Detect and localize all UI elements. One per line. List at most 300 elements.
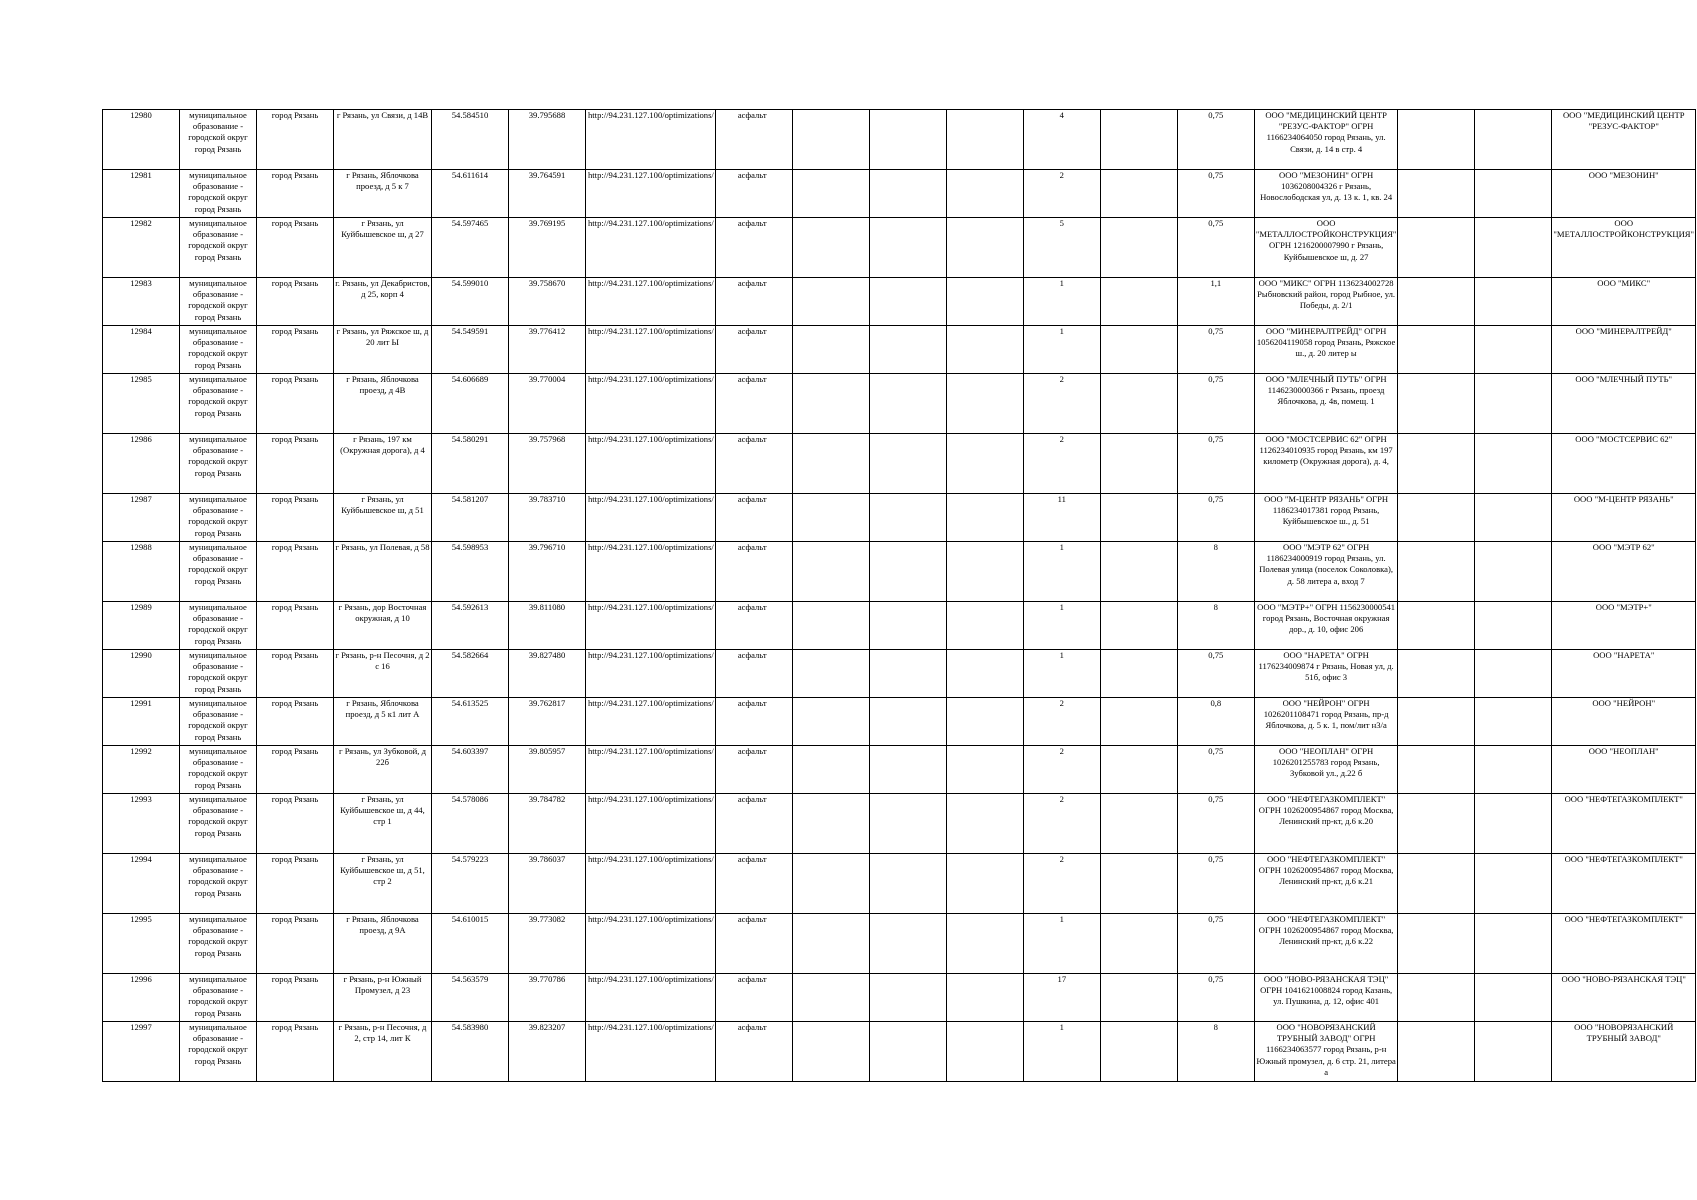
- table-row: [103, 326, 1696, 374]
- cell-address: г Рязань, ул Полевая, д 58: [334, 542, 432, 602]
- cell-container-count: 5: [1023, 218, 1100, 278]
- cell-container-volume: 0,8: [1177, 698, 1254, 746]
- cell-address: г Рязань, ул Куйбышевское ш, д 27: [334, 218, 432, 278]
- cell-municipality: муниципальное образование - городской округ город Рязань: [180, 794, 257, 854]
- cell-container-count: 2: [1023, 698, 1100, 746]
- cell-latitude: 54.584510: [432, 110, 509, 170]
- cell-id: 12990: [103, 650, 180, 698]
- cell-empty: [1398, 854, 1475, 914]
- cell-url: http://94.231.127.100/optimizations/: [586, 914, 716, 974]
- cell-url: http://94.231.127.100/optimizations/: [586, 374, 716, 434]
- cell-owner: ООО "НЕЙРОН" ОГРН 1026201108471 город Рязань, пр-д Яблочкова, д. 5 к. 1, пом/лит н3/а: [1254, 698, 1398, 746]
- cell-url: http://94.231.127.100/optimizations/: [586, 542, 716, 602]
- cell-url: http://94.231.127.100/optimizations/: [586, 854, 716, 914]
- cell-address: г Рязань, р-н Южный Промузел, д 23: [334, 974, 432, 1022]
- cell-empty: [1475, 434, 1552, 494]
- cell-id: 12985: [103, 374, 180, 434]
- cell-id: 12996: [103, 974, 180, 1022]
- cell-container-count: 17: [1023, 974, 1100, 1022]
- cell-empty: [869, 698, 946, 746]
- cell-container-count: 2: [1023, 746, 1100, 794]
- cell-longitude: 39.786037: [509, 854, 586, 914]
- cell-surface: асфальт: [715, 1022, 792, 1082]
- cell-empty: [869, 746, 946, 794]
- cell-empty: [1398, 794, 1475, 854]
- cell-empty: [1475, 974, 1552, 1022]
- cell-surface: асфальт: [715, 974, 792, 1022]
- cell-longitude: 39.784782: [509, 794, 586, 854]
- cell-owner: ООО "М-ЦЕНТР РЯЗАНЬ" ОГРН 1186234017381 город Рязань, Куйбышевское ш., д. 51: [1254, 494, 1398, 542]
- cell-empty: [1475, 278, 1552, 326]
- cell-id: 12997: [103, 1022, 180, 1082]
- cell-municipality: муниципальное образование - городской округ город Рязань: [180, 974, 257, 1022]
- cell-container-volume: 0,75: [1177, 494, 1254, 542]
- cell-empty: [946, 1022, 1023, 1082]
- cell-address: г Рязань, Яблочкова проезд, д 4В: [334, 374, 432, 434]
- cell-empty: [1100, 494, 1177, 542]
- cell-settlement: город Рязань: [257, 542, 334, 602]
- cell-url: http://94.231.127.100/optimizations/: [586, 794, 716, 854]
- cell-longitude: 39.795688: [509, 110, 586, 170]
- cell-settlement: город Рязань: [257, 746, 334, 794]
- cell-id: 12981: [103, 170, 180, 218]
- cell-surface: асфальт: [715, 542, 792, 602]
- cell-empty: [946, 746, 1023, 794]
- cell-empty: [946, 914, 1023, 974]
- cell-waste-source: ООО "НАРЕТА": [1552, 650, 1696, 698]
- cell-empty: [869, 434, 946, 494]
- cell-municipality: муниципальное образование - городской округ город Рязань: [180, 326, 257, 374]
- cell-settlement: город Рязань: [257, 326, 334, 374]
- table-row: [103, 278, 1696, 326]
- cell-empty: [1475, 746, 1552, 794]
- cell-empty: [1100, 914, 1177, 974]
- cell-empty: [1100, 650, 1177, 698]
- cell-empty: [792, 914, 869, 974]
- cell-empty: [1100, 542, 1177, 602]
- cell-empty: [792, 170, 869, 218]
- cell-id: 12992: [103, 746, 180, 794]
- cell-container-count: 2: [1023, 434, 1100, 494]
- cell-empty: [1398, 434, 1475, 494]
- cell-waste-source: ООО "МЭТР 62": [1552, 542, 1696, 602]
- cell-container-count: 1: [1023, 1022, 1100, 1082]
- cell-empty: [1475, 794, 1552, 854]
- cell-surface: асфальт: [715, 854, 792, 914]
- cell-surface: асфальт: [715, 794, 792, 854]
- cell-empty: [1475, 650, 1552, 698]
- cell-empty: [869, 542, 946, 602]
- cell-settlement: город Рязань: [257, 494, 334, 542]
- cell-address: г Рязань, 197 км (Окружная дорога), д 4: [334, 434, 432, 494]
- cell-url: http://94.231.127.100/optimizations/: [586, 434, 716, 494]
- cell-container-count: 1: [1023, 914, 1100, 974]
- cell-waste-source: ООО "МЭТР+": [1552, 602, 1696, 650]
- table-row: [103, 914, 1696, 974]
- cell-container-volume: 0,75: [1177, 326, 1254, 374]
- cell-municipality: муниципальное образование - городской округ город Рязань: [180, 278, 257, 326]
- table-row: [103, 794, 1696, 854]
- cell-empty: [869, 914, 946, 974]
- cell-container-count: 1: [1023, 326, 1100, 374]
- cell-empty: [1475, 326, 1552, 374]
- cell-longitude: 39.811080: [509, 602, 586, 650]
- cell-container-volume: 8: [1177, 1022, 1254, 1082]
- cell-empty: [1398, 974, 1475, 1022]
- cell-settlement: город Рязань: [257, 1022, 334, 1082]
- cell-settlement: город Рязань: [257, 374, 334, 434]
- cell-latitude: 54.578086: [432, 794, 509, 854]
- cell-id: 12983: [103, 278, 180, 326]
- cell-settlement: город Рязань: [257, 794, 334, 854]
- cell-empty: [1398, 374, 1475, 434]
- cell-owner: ООО "МЕЗОНИН" ОГРН 1036208004326 г Рязань, Новослободская ул, д. 13 к. 1, кв. 24: [1254, 170, 1398, 218]
- cell-latitude: 54.592613: [432, 602, 509, 650]
- cell-surface: асфальт: [715, 170, 792, 218]
- cell-container-count: 2: [1023, 794, 1100, 854]
- cell-empty: [792, 494, 869, 542]
- table-row: [103, 854, 1696, 914]
- cell-settlement: город Рязань: [257, 218, 334, 278]
- cell-container-volume: 0,75: [1177, 434, 1254, 494]
- cell-settlement: город Рязань: [257, 110, 334, 170]
- cell-empty: [792, 374, 869, 434]
- cell-waste-source: ООО "МОСТСЕРВИС 62": [1552, 434, 1696, 494]
- cell-municipality: муниципальное образование - городской округ город Рязань: [180, 542, 257, 602]
- cell-empty: [869, 110, 946, 170]
- cell-empty: [792, 650, 869, 698]
- cell-empty: [792, 1022, 869, 1082]
- cell-empty: [946, 494, 1023, 542]
- cell-container-count: 2: [1023, 854, 1100, 914]
- cell-id: 12988: [103, 542, 180, 602]
- cell-container-volume: 0,75: [1177, 374, 1254, 434]
- cell-empty: [1398, 602, 1475, 650]
- cell-waste-source: ООО "НОВО-РЯЗАНСКАЯ ТЭЦ": [1552, 974, 1696, 1022]
- table-row: [103, 1022, 1696, 1082]
- cell-waste-source: ООО "МЕЗОНИН": [1552, 170, 1696, 218]
- cell-longitude: 39.770004: [509, 374, 586, 434]
- cell-empty: [1475, 494, 1552, 542]
- cell-surface: асфальт: [715, 110, 792, 170]
- cell-container-count: 1: [1023, 602, 1100, 650]
- cell-container-volume: 0,75: [1177, 650, 1254, 698]
- cell-longitude: 39.776412: [509, 326, 586, 374]
- cell-waste-source: ООО "МЛЕЧНЫЙ ПУТЬ": [1552, 374, 1696, 434]
- cell-settlement: город Рязань: [257, 602, 334, 650]
- cell-container-count: 4: [1023, 110, 1100, 170]
- cell-address: г Рязань, р-н Песочня, д 2, стр 14, лит К: [334, 1022, 432, 1082]
- table-row: [103, 698, 1696, 746]
- cell-owner: ООО "НЕОПЛАН" ОГРН 1026201255783 город Рязань, Зубковой ул., д.22 б: [1254, 746, 1398, 794]
- cell-address: г Рязань, ул Куйбышевское ш, д 44, стр 1: [334, 794, 432, 854]
- cell-empty: [946, 854, 1023, 914]
- cell-empty: [1398, 494, 1475, 542]
- cell-surface: асфальт: [715, 434, 792, 494]
- table-row: [103, 218, 1696, 278]
- cell-url: http://94.231.127.100/optimizations/: [586, 746, 716, 794]
- cell-municipality: муниципальное образование - городской округ город Рязань: [180, 602, 257, 650]
- table-row: [103, 374, 1696, 434]
- cell-container-count: 1: [1023, 278, 1100, 326]
- cell-empty: [1475, 854, 1552, 914]
- cell-surface: асфальт: [715, 494, 792, 542]
- cell-empty: [1398, 278, 1475, 326]
- cell-longitude: 39.796710: [509, 542, 586, 602]
- cell-empty: [1398, 650, 1475, 698]
- cell-container-volume: 0,75: [1177, 218, 1254, 278]
- cell-longitude: 39.823207: [509, 1022, 586, 1082]
- cell-container-count: 1: [1023, 542, 1100, 602]
- cell-municipality: муниципальное образование - городской округ город Рязань: [180, 746, 257, 794]
- cell-empty: [1398, 698, 1475, 746]
- cell-empty: [1398, 110, 1475, 170]
- cell-empty: [1475, 698, 1552, 746]
- cell-surface: асфальт: [715, 602, 792, 650]
- cell-address: г Рязань, дор Восточная окружная, д 10: [334, 602, 432, 650]
- cell-waste-source: ООО "МИНЕРАЛТРЕЙД": [1552, 326, 1696, 374]
- cell-id: 12991: [103, 698, 180, 746]
- cell-empty: [792, 794, 869, 854]
- cell-container-volume: 0,75: [1177, 974, 1254, 1022]
- cell-empty: [1100, 602, 1177, 650]
- cell-empty: [792, 854, 869, 914]
- cell-empty: [1100, 218, 1177, 278]
- cell-municipality: муниципальное образование - городской округ город Рязань: [180, 650, 257, 698]
- cell-municipality: муниципальное образование - городской округ город Рязань: [180, 374, 257, 434]
- cell-empty: [946, 170, 1023, 218]
- cell-empty: [869, 374, 946, 434]
- cell-surface: асфальт: [715, 650, 792, 698]
- cell-empty: [1475, 1022, 1552, 1082]
- cell-id: 12994: [103, 854, 180, 914]
- cell-owner: ООО "МЭТР 62" ОГРН 1186234000919 город Рязань, ул. Полевая улица (поселок Соколовка), д. 58 литера а, вход 7: [1254, 542, 1398, 602]
- cell-empty: [869, 1022, 946, 1082]
- cell-empty: [792, 698, 869, 746]
- cell-settlement: город Рязань: [257, 278, 334, 326]
- cell-url: http://94.231.127.100/optimizations/: [586, 974, 716, 1022]
- cell-surface: асфальт: [715, 698, 792, 746]
- cell-settlement: город Рязань: [257, 914, 334, 974]
- cell-empty: [946, 698, 1023, 746]
- cell-waste-source: ООО "НЕЙРОН": [1552, 698, 1696, 746]
- cell-empty: [1475, 170, 1552, 218]
- cell-id: 12987: [103, 494, 180, 542]
- cell-address: г Рязань, ул Связи, д 14В: [334, 110, 432, 170]
- cell-empty: [869, 218, 946, 278]
- cell-container-volume: 0,75: [1177, 110, 1254, 170]
- cell-owner: ООО "МИКС" ОГРН 1136234002728 Рыбновский район, город Рыбное, ул. Победы, д. 2/1: [1254, 278, 1398, 326]
- cell-latitude: 54.611614: [432, 170, 509, 218]
- table-row: [103, 542, 1696, 602]
- cell-empty: [869, 854, 946, 914]
- cell-municipality: муниципальное образование - городской округ город Рязань: [180, 494, 257, 542]
- cell-empty: [1398, 914, 1475, 974]
- cell-address: г Рязань, р-н Песочня, д 2 с 16: [334, 650, 432, 698]
- cell-empty: [869, 170, 946, 218]
- cell-latitude: 54.610015: [432, 914, 509, 974]
- cell-waste-source: ООО "НЕОПЛАН": [1552, 746, 1696, 794]
- table-row: [103, 974, 1696, 1022]
- cell-owner: ООО "НАРЕТА" ОГРН 1176234009874 г Рязань, Новая ул, д. 51б, офис 3: [1254, 650, 1398, 698]
- cell-surface: асфальт: [715, 914, 792, 974]
- cell-empty: [1398, 542, 1475, 602]
- cell-empty: [792, 602, 869, 650]
- cell-empty: [1100, 1022, 1177, 1082]
- cell-municipality: муниципальное образование - городской округ город Рязань: [180, 854, 257, 914]
- cell-empty: [792, 746, 869, 794]
- cell-latitude: 54.582664: [432, 650, 509, 698]
- cell-id: 12980: [103, 110, 180, 170]
- cell-latitude: 54.563579: [432, 974, 509, 1022]
- cell-empty: [1100, 974, 1177, 1022]
- cell-longitude: 39.783710: [509, 494, 586, 542]
- cell-empty: [792, 110, 869, 170]
- cell-empty: [946, 374, 1023, 434]
- cell-owner: ООО "НОВО-РЯЗАНСКАЯ ТЭЦ" ОГРН 1041621008824 город Казань, ул. Пушкина, д. 12, офис 401: [1254, 974, 1398, 1022]
- cell-empty: [869, 974, 946, 1022]
- cell-container-volume: 8: [1177, 542, 1254, 602]
- table-row: [103, 650, 1696, 698]
- cell-owner: ООО "МЕТАЛЛОСТРОЙКОНСТРУКЦИЯ" ОГРН 1216200007990 г Рязань, Куйбышевское ш, д. 27: [1254, 218, 1398, 278]
- waste-site-registry-table: [102, 109, 1696, 1082]
- cell-waste-source: ООО "М-ЦЕНТР РЯЗАНЬ": [1552, 494, 1696, 542]
- cell-latitude: 54.598953: [432, 542, 509, 602]
- cell-settlement: город Рязань: [257, 434, 334, 494]
- cell-longitude: 39.764591: [509, 170, 586, 218]
- cell-empty: [1398, 326, 1475, 374]
- cell-municipality: муниципальное образование - городской округ город Рязань: [180, 698, 257, 746]
- table-row: [103, 170, 1696, 218]
- cell-waste-source: ООО "МЕТАЛЛОСТРОЙКОНСТРУКЦИЯ": [1552, 218, 1696, 278]
- cell-empty: [1100, 434, 1177, 494]
- cell-empty: [1475, 374, 1552, 434]
- cell-waste-source: ООО "НЕФТЕГАЗКОМПЛЕКТ": [1552, 794, 1696, 854]
- cell-empty: [946, 602, 1023, 650]
- cell-container-volume: 8: [1177, 602, 1254, 650]
- cell-owner: ООО "НЕФТЕГАЗКОМПЛЕКТ" ОГРН 1026200954867 город Москва, Ленинский пр-кт, д.6 к.20: [1254, 794, 1398, 854]
- cell-empty: [946, 434, 1023, 494]
- cell-url: http://94.231.127.100/optimizations/: [586, 602, 716, 650]
- cell-empty: [946, 278, 1023, 326]
- cell-address: г Рязань, ул Ряжское ш, д 20 лит Ы: [334, 326, 432, 374]
- cell-waste-source: ООО "НЕФТЕГАЗКОМПЛЕКТ": [1552, 854, 1696, 914]
- cell-empty: [1100, 698, 1177, 746]
- cell-surface: асфальт: [715, 746, 792, 794]
- cell-settlement: город Рязань: [257, 650, 334, 698]
- cell-empty: [1100, 110, 1177, 170]
- cell-address: г Рязань, ул Куйбышевское ш, д 51: [334, 494, 432, 542]
- table-row: [103, 434, 1696, 494]
- cell-empty: [1100, 278, 1177, 326]
- cell-longitude: 39.770786: [509, 974, 586, 1022]
- cell-longitude: 39.762817: [509, 698, 586, 746]
- cell-waste-source: ООО "НОВОРЯЗАНСКИЙ ТРУБНЫЙ ЗАВОД": [1552, 1022, 1696, 1082]
- cell-empty: [1100, 794, 1177, 854]
- cell-address: г Рязань, ул Куйбышевское ш, д 51, стр 2: [334, 854, 432, 914]
- table-row: [103, 110, 1696, 170]
- cell-municipality: муниципальное образование - городской округ город Рязань: [180, 914, 257, 974]
- cell-empty: [792, 326, 869, 374]
- cell-empty: [1398, 1022, 1475, 1082]
- cell-empty: [1100, 746, 1177, 794]
- cell-latitude: 54.613525: [432, 698, 509, 746]
- cell-municipality: муниципальное образование - городской округ город Рязань: [180, 110, 257, 170]
- cell-empty: [1398, 746, 1475, 794]
- cell-surface: асфальт: [715, 326, 792, 374]
- cell-empty: [946, 218, 1023, 278]
- cell-empty: [792, 218, 869, 278]
- cell-container-volume: 0,75: [1177, 914, 1254, 974]
- cell-owner: ООО "МОСТСЕРВИС 62" ОГРН 1126234010935 город Рязань, км 197 километр (Окружная дорога), д. 4,: [1254, 434, 1398, 494]
- cell-settlement: город Рязань: [257, 854, 334, 914]
- cell-latitude: 54.549591: [432, 326, 509, 374]
- cell-id: 12993: [103, 794, 180, 854]
- cell-owner: ООО "МЭТР+" ОГРН 1156230000541 город Рязань, Восточная окружная дор., д. 10, офис 206: [1254, 602, 1398, 650]
- cell-municipality: муниципальное образование - городской округ город Рязань: [180, 1022, 257, 1082]
- cell-owner: ООО "МЛЕЧНЫЙ ПУТЬ" ОГРН 1146230000366 г Рязань, проезд Яблочкова, д. 4в, помещ. 1: [1254, 374, 1398, 434]
- cell-empty: [1398, 218, 1475, 278]
- cell-container-volume: 0,75: [1177, 746, 1254, 794]
- cell-empty: [792, 974, 869, 1022]
- cell-id: 12986: [103, 434, 180, 494]
- cell-empty: [946, 542, 1023, 602]
- cell-empty: [1475, 914, 1552, 974]
- cell-empty: [946, 794, 1023, 854]
- cell-container-volume: 0,75: [1177, 854, 1254, 914]
- cell-id: 12989: [103, 602, 180, 650]
- cell-empty: [1100, 854, 1177, 914]
- cell-empty: [869, 650, 946, 698]
- cell-address: г Рязань, Яблочкова проезд, д 5 к1 лит А: [334, 698, 432, 746]
- cell-container-volume: 0,75: [1177, 170, 1254, 218]
- cell-longitude: 39.758670: [509, 278, 586, 326]
- table-body: [103, 110, 1696, 1082]
- cell-container-count: 11: [1023, 494, 1100, 542]
- cell-empty: [1100, 374, 1177, 434]
- cell-address: г Рязань, Яблочкова проезд, д 9А: [334, 914, 432, 974]
- cell-url: http://94.231.127.100/optimizations/: [586, 1022, 716, 1082]
- cell-longitude: 39.805957: [509, 746, 586, 794]
- cell-container-count: 2: [1023, 374, 1100, 434]
- cell-latitude: 54.597465: [432, 218, 509, 278]
- cell-empty: [1100, 170, 1177, 218]
- cell-longitude: 39.769195: [509, 218, 586, 278]
- cell-empty: [946, 110, 1023, 170]
- cell-empty: [1475, 110, 1552, 170]
- cell-owner: ООО "МИНЕРАЛТРЕЙД" ОГРН 1056204119058 город Рязань, Ряжское ш., д. 20 литер ы: [1254, 326, 1398, 374]
- cell-empty: [869, 602, 946, 650]
- cell-container-count: 2: [1023, 170, 1100, 218]
- cell-owner: ООО "НЕФТЕГАЗКОМПЛЕКТ" ОГРН 1026200954867 город Москва, Ленинский пр-кт, д.6 к.21: [1254, 854, 1398, 914]
- cell-empty: [1475, 542, 1552, 602]
- cell-owner: ООО "НЕФТЕГАЗКОМПЛЕКТ" ОГРН 1026200954867 город Москва, Ленинский пр-кт, д.6 к.22: [1254, 914, 1398, 974]
- cell-empty: [792, 278, 869, 326]
- cell-municipality: муниципальное образование - городской округ город Рязань: [180, 218, 257, 278]
- cell-longitude: 39.757968: [509, 434, 586, 494]
- cell-empty: [869, 326, 946, 374]
- table-row: [103, 602, 1696, 650]
- cell-latitude: 54.579223: [432, 854, 509, 914]
- cell-address: г Рязань, ул Зубковой, д 22б: [334, 746, 432, 794]
- cell-empty: [946, 650, 1023, 698]
- cell-empty: [1475, 218, 1552, 278]
- cell-latitude: 54.583980: [432, 1022, 509, 1082]
- cell-settlement: город Рязань: [257, 170, 334, 218]
- cell-url: http://94.231.127.100/optimizations/: [586, 278, 716, 326]
- cell-settlement: город Рязань: [257, 698, 334, 746]
- cell-surface: асфальт: [715, 278, 792, 326]
